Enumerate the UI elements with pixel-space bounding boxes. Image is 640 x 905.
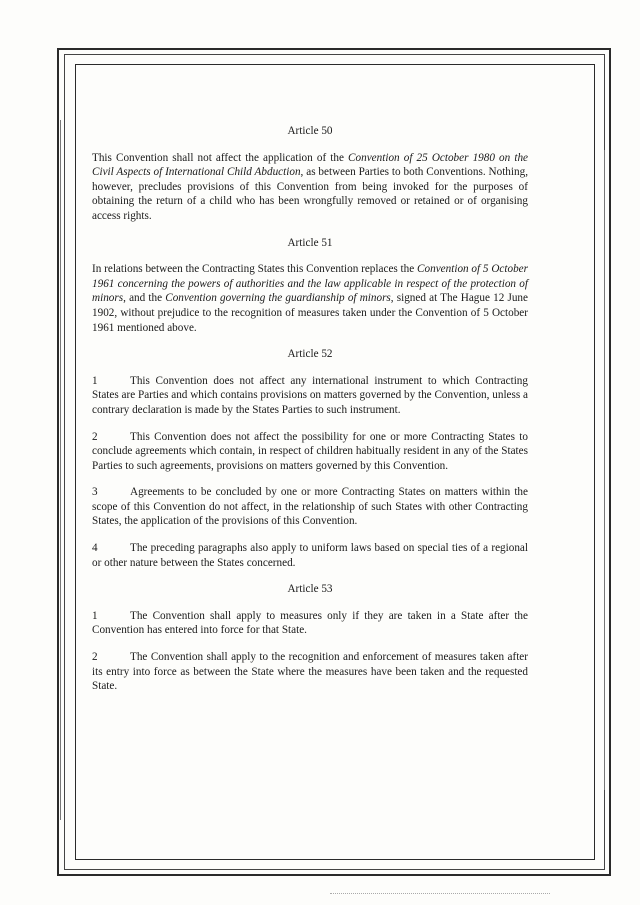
- article-paragraph: [92, 374, 528, 418]
- paragraph-text: In relations between the Contracting States this Convention replaces the: [92, 263, 418, 276]
- article-heading: Article 50: [287, 125, 333, 137]
- paragraph-text: Agreements to be concluded by one or more Contracting States on matters within the scope of this Convention do not affect, in the relationship of such States with other Contracting States, the application of the provisions of this Convention.: [92, 486, 528, 528]
- article-heading: Article 51: [287, 236, 333, 249]
- article-paragraph: [92, 151, 528, 224]
- paragraph-number: 3: [92, 486, 98, 499]
- article-paragraph: [92, 541, 528, 570]
- paragraph-text: This Convention does not affect the possibility for one or more Contracting States to conclude agreements which contain, in respect of children habitually resident in any of the States Parties to such agreements, provisions on matters governed by this Convention.: [92, 430, 528, 472]
- paragraph-text: This Convention does not affect any international instrument to which Contracting States are Parties and which contains provisions on matters governed by the Convention, unless a contrary declaration is made by the States Parties to such instrument.: [92, 374, 528, 416]
- paragraph-text: The Convention shall apply to measures only if they are taken in a State after the Convention has entered into force for that State.: [92, 609, 528, 637]
- article-paragraph: [92, 262, 528, 335]
- paragraph-number: 4: [92, 542, 98, 555]
- document-body: [92, 124, 528, 706]
- article-heading: Article 52: [287, 348, 333, 361]
- article-heading: Article 53: [287, 583, 333, 596]
- paragraph-number: 1: [92, 374, 98, 387]
- paragraph-text: This Convention shall not affect the application of the: [92, 151, 349, 164]
- scan-artifact-line: [60, 120, 61, 820]
- scan-artifact-line: [604, 150, 605, 790]
- article-paragraph: [92, 485, 528, 529]
- paragraph-text: , as between Parties to both Conventions. Nothing, however, precludes provisions of this Convention from being invoked for the purposes of obtaining the return of a child who has been wrongfully removed or retained or of organising access rights.: [92, 166, 528, 222]
- convention-title-italic: Convention of 25 October 1980 on the Civil Aspects of International Child Abduction: [92, 151, 529, 179]
- paragraph-number: 2: [92, 430, 98, 443]
- paragraph-text: The Convention shall apply to the recognition and enforcement of measures taken after its entry into force as between the State where the measures have been taken and the requested State.: [92, 651, 528, 693]
- paragraph-number: 1: [92, 609, 98, 622]
- convention-title-italic: Convention of 5 October 1961 concerning the powers of authorities and the law applicable in respect of the protection of minors: [92, 263, 528, 305]
- paragraph-text: , signed at The Hague 12 June 1902, without prejudice to the recognition of measures taken under the Convention of 5 October 1961 mentioned above.: [92, 292, 528, 334]
- footer-scan-marks: [330, 885, 550, 894]
- paragraph-number: 2: [92, 651, 98, 664]
- paragraph-text: The preceding paragraphs also apply to uniform laws based on special ties of a regional or other nature between the States concerned.: [92, 542, 528, 569]
- article-paragraph: [92, 650, 528, 694]
- article-paragraph: [92, 430, 528, 474]
- convention-title-italic: Convention governing the guardianship of minors: [165, 292, 391, 305]
- paragraph-text: , and the: [123, 292, 166, 305]
- article-paragraph: [92, 609, 528, 638]
